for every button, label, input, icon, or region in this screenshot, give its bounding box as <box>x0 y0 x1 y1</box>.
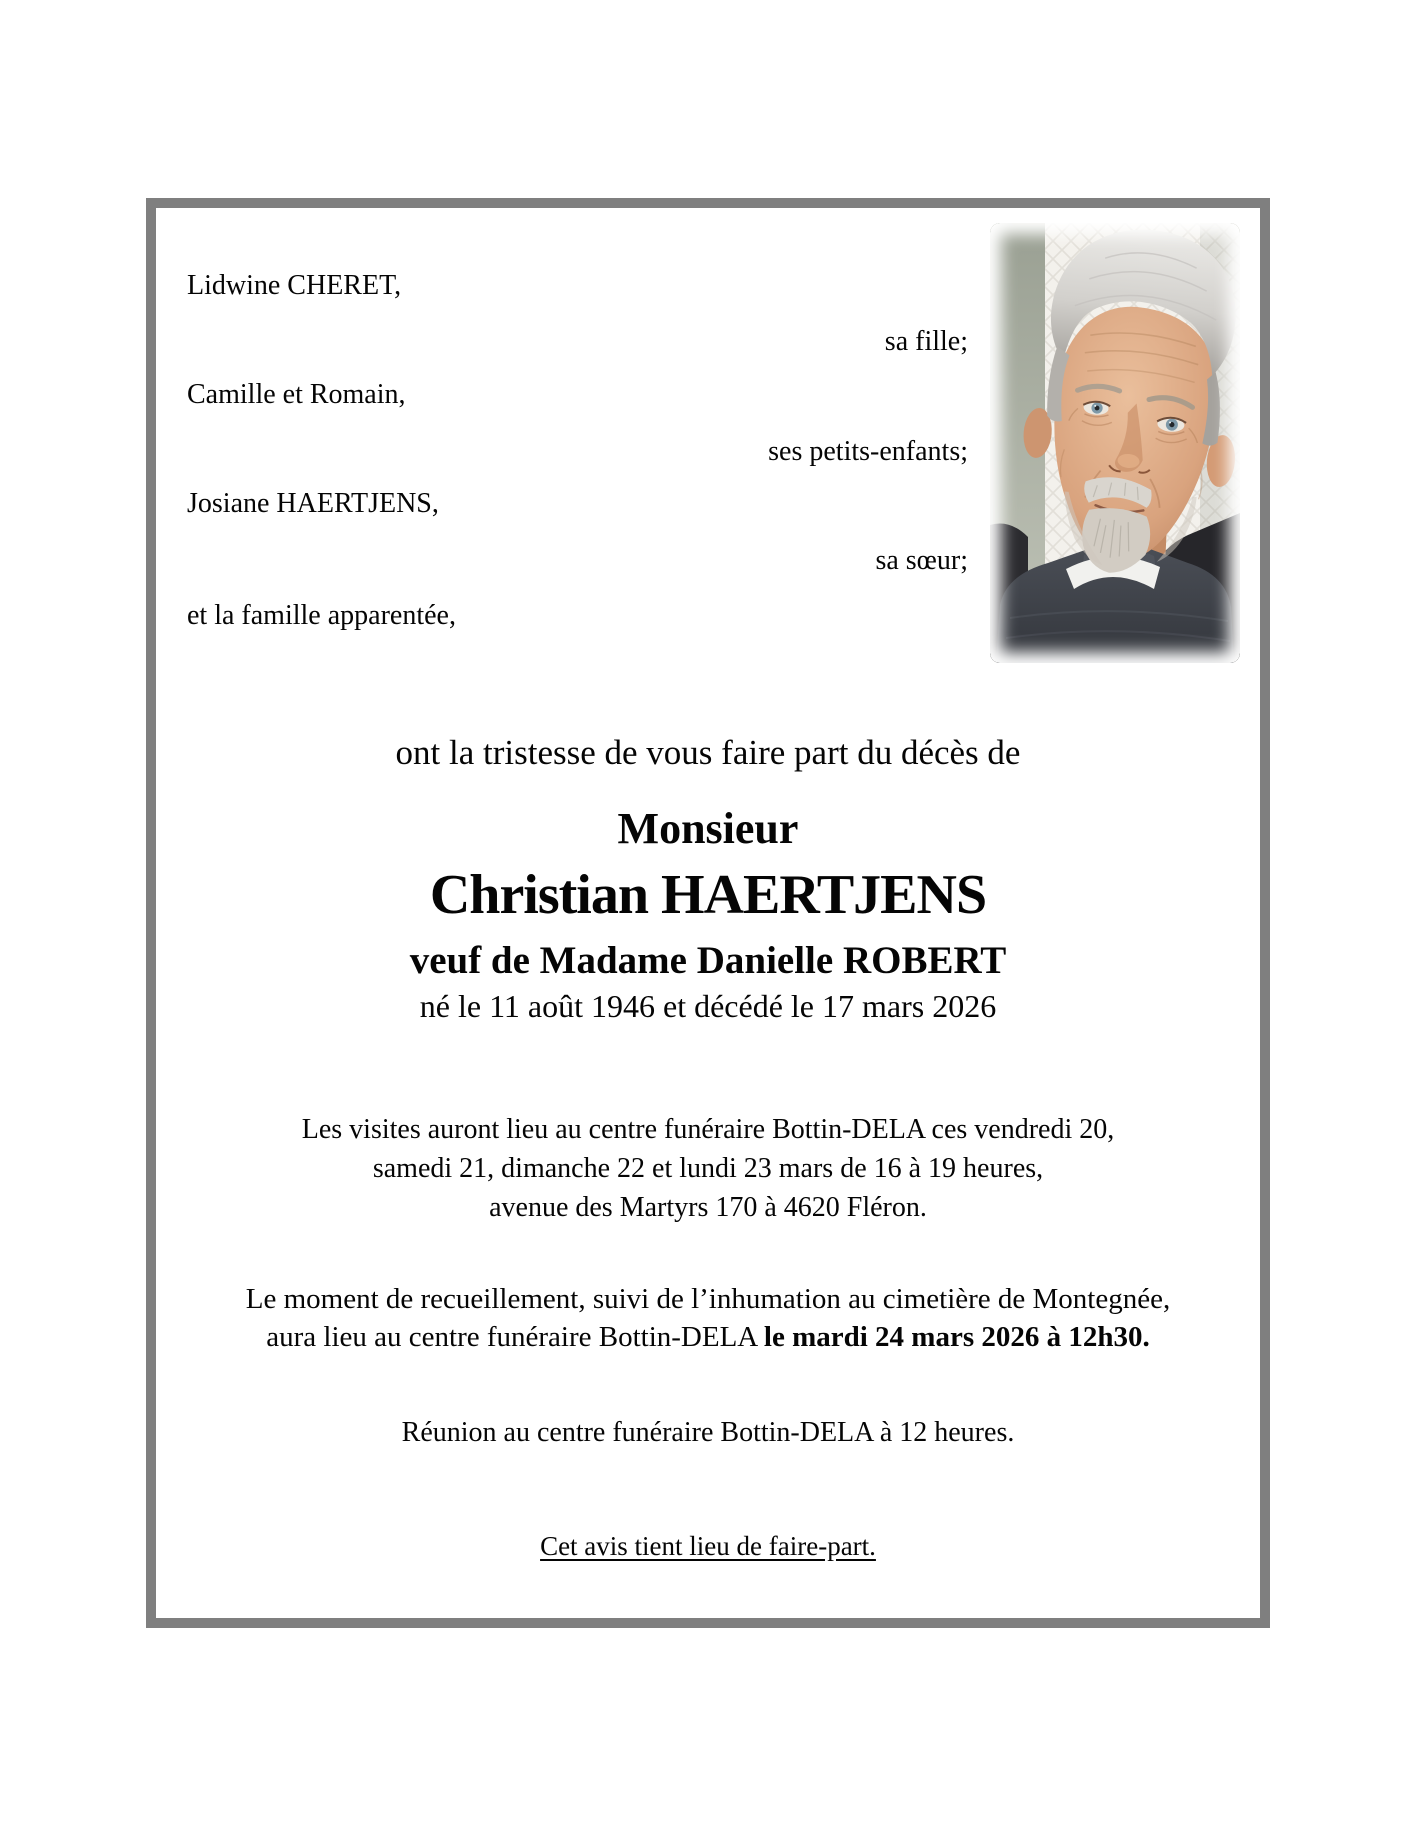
family-relation-line: ses petits-enfants; <box>768 436 968 467</box>
visits-line-2: samedi 21, dimanche 22 et lundi 23 mars de 16 à 19 heures, <box>372 1153 1044 1184</box>
ceremony-line-2 <box>156 1318 1260 1356</box>
deceased-name: Christian HAERTJENS <box>429 864 987 926</box>
ceremony-line-2-bold: le mardi 24 mars 2026 à 12h30. <box>763 1321 1150 1353</box>
ceremony-line-2-regular: aura lieu au centre funéraire Bottin-DELA <box>266 1321 764 1353</box>
deceased-spouse-line: veuf de Madame Danielle ROBERT <box>409 939 1007 982</box>
family-relation-line: sa fille; <box>884 326 968 357</box>
family-closing-line: et la famille apparentée, <box>187 600 456 631</box>
ceremony-paragraph <box>156 1280 1260 1356</box>
deceased-dates-line: né le 11 août 1946 et décédé le 17 mars 2026 <box>419 988 997 1024</box>
family-name-line: Camille et Romain, <box>187 379 406 410</box>
visits-paragraph <box>156 1110 1260 1227</box>
reunion-line: Réunion au centre funéraire Bottin-DELA à 12 heures. <box>401 1417 1015 1448</box>
ceremony-line-1: Le moment de recueillement, suivi de l’inhumation au cimetière de Montegnée, <box>245 1283 1171 1315</box>
deceased-title: Monsieur <box>617 804 799 853</box>
memorial-card-frame <box>146 198 1270 1628</box>
portrait-photo <box>990 223 1240 663</box>
legal-notice-text: Cet avis tient lieu de faire-part. <box>540 1531 876 1561</box>
family-name-line: Josiane HAERTJENS, <box>187 488 439 519</box>
family-relation-line: sa sœur; <box>875 545 968 576</box>
visits-line-1: Les visites auront lieu au centre funéraire Bottin-DELA ces vendredi 20, <box>301 1114 1115 1145</box>
elderly-man-portrait-illustration <box>990 223 1240 663</box>
announcement-line: ont la tristesse de vous faire part du décès de <box>395 733 1021 772</box>
legal-notice-line <box>156 1531 1260 1562</box>
family-name-line: Lidwine CHERET, <box>187 270 402 301</box>
visits-line-3: avenue des Martyrs 170 à 4620 Fléron. <box>489 1192 927 1223</box>
